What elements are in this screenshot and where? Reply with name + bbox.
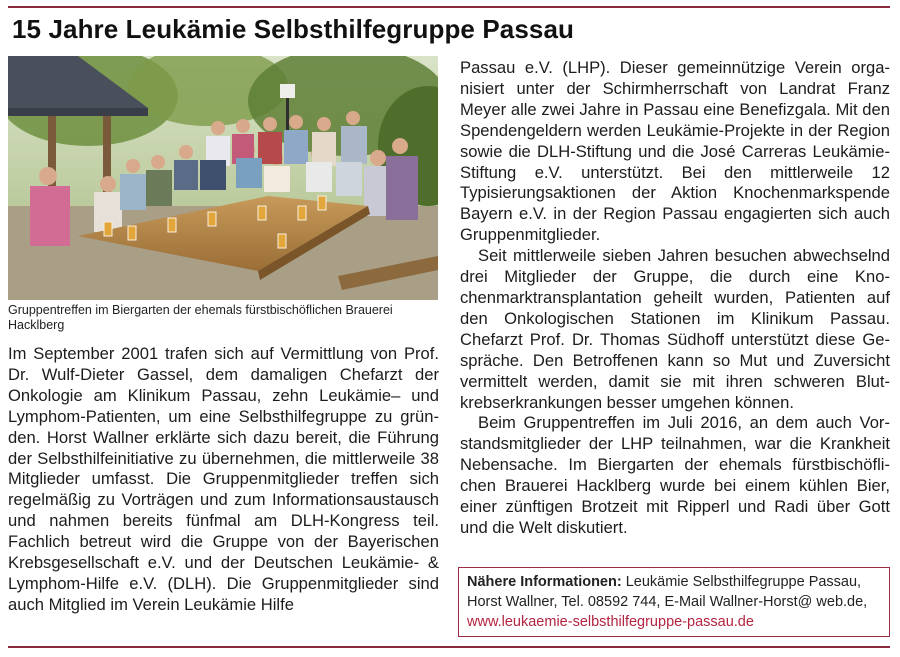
body-paragraph: Im September 2001 trafen sich auf Vermittlung von Prof. Dr. Wulf-Dieter Gassel, dem damaligen Chefarzt der Onkologie am Klinikum Passau, zehn Leukämie– und Lymphom-Patienten, um eine Selbsthilfegruppe zu gründen. Horst Wallner erklärte sich dazu bereit, die Führung der Selbsthilfeinitiative zu übernehmen, die mittlerweile 38 Mitglieder umfasst. Die Gruppenmitglieder treffen sich regelmäßig zu Vorträgen und zum Informationsaustausch und nahmen bereits fünfmal am DLH-Kongress teil. Fachlich betreut wird die Gruppe von der Bayerischen Krebsgesellschaft e.V. und der Deutschen Leukämie- & Lymphom-Hilfe e.V. (DLH). Die Gruppenmitglieder sind auch Mitglied im Verein Leukämie Hilfe (8, 344, 439, 614)
bottom-rule (8, 646, 890, 648)
article-column-left (8, 344, 439, 616)
body-paragraph: Passau e.V. (LHP). Dieser gemeinnützige Verein organisiert unter der Schirmherrschaft von Landrat Franz Meyer alle zwei Jahre in Passau eine Benefizgala. Mit den Spendengeldern werden Leukämie-Projekte in der Region sowie die DLH-Stiftung und die José Carreras Leukämie-Stiftung e.V. unterstützt. Bei den mittlerweile 12 Typisierungsaktionen der Aktion Knochenmarkspende Bayern e.V. in der Region Passau engagierten sich auch Gruppenmitglieder. (460, 58, 890, 245)
body-paragraph: Seit mittlerweile sieben Jahren besuchen abwechselnd drei Mitglieder der Gruppe, die durch eine Knochenmarktransplantation geheilt wurden, Patienten auf den Onkologischen Stationen im Klinikum Passau. Chefarzt Prof. Dr. Thomas Südhoff unterstützt diese Gespräche. Den Betroffenen kann so Mut und Zuversicht vermittelt werden, damit sie mit ihren schweren Blutkrebserkrankungen besser umgehen können. (460, 246, 890, 412)
top-rule (8, 6, 890, 8)
info-label: Nähere Informationen: (467, 574, 622, 590)
info-text: Leukämie Selbsthilfegruppe Passau, Horst Wallner, Tel. 08592 744, E-Mail Wallner-Horst@ web.de, (467, 574, 868, 610)
body-paragraph: Beim Gruppentreffen im Juli 2016, an dem auch Vorstandsmitglieder der LHP teilnahmen, war die Krankheit Nebensache. Im Biergarten der ehemals fürstbischöflichen Brauerei Hacklberg wurde bei einem kühlen Bier, einer zünftigen Brotzeit mit Ripperl und Radi über Gott und die Welt diskutiert. (460, 413, 890, 537)
article-title: 15 Jahre Leukämie Selbsthilfegruppe Passau (12, 14, 574, 44)
photo-caption: Gruppentreffen im Biergarten der ehemals fürstbischöflichen Brauerei Hacklberg (8, 303, 393, 332)
website-link[interactable]: www.leukaemie-selbsthilfegruppe-passau.de (467, 614, 754, 630)
article-column-right (460, 58, 890, 539)
info-box (458, 567, 890, 637)
group-photo (8, 56, 438, 300)
